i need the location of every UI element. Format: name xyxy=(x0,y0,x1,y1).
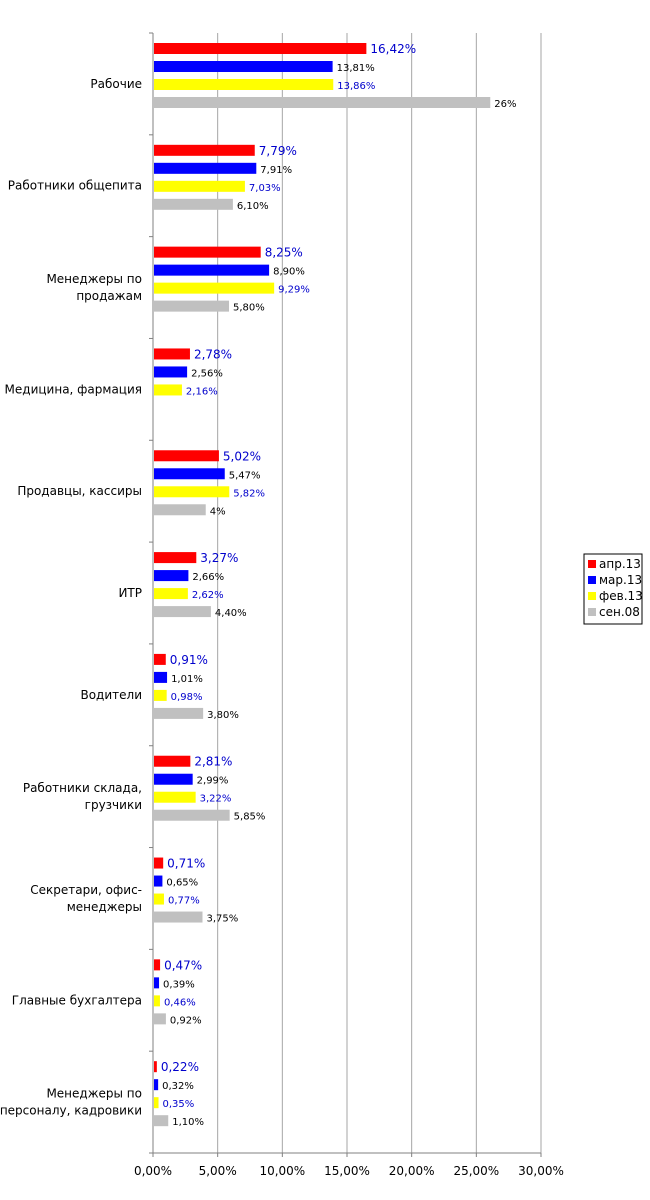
data-label: 0,91% xyxy=(169,652,208,667)
data-label: 0,92% xyxy=(169,1015,202,1027)
data-label: 7,91% xyxy=(260,164,293,176)
data-label: 8,90% xyxy=(273,266,305,278)
data-label: 3,80% xyxy=(207,709,239,721)
x-tick-labels xyxy=(134,1164,564,1178)
bar-фев.13 xyxy=(154,588,188,599)
legend-label: апр.13 xyxy=(599,557,641,571)
bar-сен.08 xyxy=(154,606,211,617)
data-label: 0,47% xyxy=(164,958,203,973)
bar-апр.13 xyxy=(154,43,366,54)
category-label: Менеджеры по xyxy=(46,272,142,287)
bar-мар.13 xyxy=(154,672,167,683)
data-label: 7,03% xyxy=(248,182,281,194)
data-label: 16,42% xyxy=(370,42,417,56)
data-label: 9,29% xyxy=(278,284,310,296)
legend-swatch xyxy=(588,592,596,600)
bar-фев.13 xyxy=(154,181,245,192)
data-label: 3,27% xyxy=(200,551,239,566)
category-label: Водители xyxy=(80,687,142,702)
bar-апр.13 xyxy=(154,1061,157,1072)
bar-апр.13 xyxy=(154,552,196,563)
category-label: Работники склада, xyxy=(22,781,142,796)
data-label: 5,82% xyxy=(233,488,266,500)
bar-сен.08 xyxy=(154,810,230,821)
data-label: 8,25% xyxy=(264,245,303,260)
category-label: Секретари, офис- xyxy=(30,882,142,897)
bar-мар.13 xyxy=(154,61,333,72)
bars xyxy=(154,43,490,1129)
data-label: 13,86% xyxy=(337,81,376,92)
bar-мар.13 xyxy=(154,570,188,581)
bar-сен.08 xyxy=(154,708,203,719)
x-tick-label: 5,00% xyxy=(198,1164,237,1178)
data-label: 0,35% xyxy=(162,1099,195,1111)
data-label: 2,81% xyxy=(194,754,233,769)
legend-label: фев.13 xyxy=(599,589,643,603)
bar-апр.13 xyxy=(154,858,163,869)
data-label: 0,46% xyxy=(163,997,196,1009)
data-label: 7,79% xyxy=(258,143,297,158)
category-label: Главные бухгалтера xyxy=(11,993,142,1008)
data-label: 5,02% xyxy=(222,449,262,464)
bar-апр.13 xyxy=(154,348,190,359)
data-label: 5,80% xyxy=(233,302,265,314)
bar-сен.08 xyxy=(154,912,203,923)
bar-фев.13 xyxy=(154,384,182,395)
bar-мар.13 xyxy=(154,876,162,887)
category-label: менеджеры xyxy=(66,899,142,914)
legend-swatch xyxy=(588,560,596,568)
data-label: 0,71% xyxy=(167,856,206,871)
category-label: Рабочие xyxy=(90,76,142,91)
x-tick-label: 25,00% xyxy=(453,1164,500,1178)
bar-мар.13 xyxy=(154,468,225,479)
data-label: 4,40% xyxy=(214,608,247,620)
bar-апр.13 xyxy=(154,654,166,665)
legend-swatch xyxy=(588,608,596,616)
bar-сен.08 xyxy=(154,1013,166,1024)
data-label: 13,81% xyxy=(336,63,375,74)
x-tick-label: 0,00% xyxy=(133,1164,173,1178)
x-tick-label: 20,00% xyxy=(388,1164,435,1178)
data-label: 1,01% xyxy=(171,673,203,685)
data-label: 2,56% xyxy=(191,368,223,380)
bar-фев.13 xyxy=(154,1097,159,1108)
bar-мар.13 xyxy=(154,265,269,276)
bar-фев.13 xyxy=(154,995,160,1006)
data-label: 0,65% xyxy=(166,877,199,889)
bar-апр.13 xyxy=(154,959,160,970)
bar-сен.08 xyxy=(154,199,233,210)
x-tick-label: 10,00% xyxy=(259,1164,306,1178)
bar-апр.13 xyxy=(154,247,261,258)
data-label: 3,22% xyxy=(199,793,232,805)
bar-апр.13 xyxy=(154,145,255,156)
data-label: 0,98% xyxy=(170,691,203,703)
x-tick-label: 30,00% xyxy=(518,1164,564,1178)
category-label: Менеджеры по xyxy=(46,1086,142,1101)
category-label: персоналу, кадровики xyxy=(0,1103,142,1118)
bar-фев.13 xyxy=(154,486,229,497)
data-label: 6,10% xyxy=(236,200,269,212)
data-label: 5,47% xyxy=(228,470,261,482)
category-labels xyxy=(0,77,142,1118)
bar-сен.08 xyxy=(154,97,490,108)
bar-мар.13 xyxy=(154,366,187,377)
category-label: Продавцы, кассиры xyxy=(17,484,142,499)
data-label: 2,62% xyxy=(191,590,224,602)
bar-сен.08 xyxy=(154,1115,168,1126)
bar-фев.13 xyxy=(154,79,333,90)
legend-label: мар.13 xyxy=(599,573,643,587)
bar-мар.13 xyxy=(154,977,159,988)
data-label: 4% xyxy=(209,506,226,518)
data-label: 2,16% xyxy=(185,386,218,398)
category-label: грузчики xyxy=(84,798,142,813)
bar-апр.13 xyxy=(154,450,219,461)
bar-сен.08 xyxy=(154,301,229,312)
data-label: 2,78% xyxy=(193,347,233,362)
category-label: Медицина, фармация xyxy=(4,382,142,397)
legend-swatch xyxy=(588,576,596,584)
data-label: 0,32% xyxy=(162,1081,194,1093)
bar-фев.13 xyxy=(154,283,274,294)
bar-апр.13 xyxy=(154,756,190,767)
bar-мар.13 xyxy=(154,774,193,785)
data-label: 3,75% xyxy=(206,913,239,925)
data-label: 1,10% xyxy=(172,1117,205,1129)
data-label: 2,99% xyxy=(196,775,229,787)
bar-фев.13 xyxy=(154,894,164,905)
category-label: ИТР xyxy=(118,586,142,600)
category-label: Работники общепита xyxy=(7,178,142,193)
bar-фев.13 xyxy=(154,792,196,803)
data-label: 5,85% xyxy=(233,811,266,823)
data-label: 2,66% xyxy=(192,572,225,584)
x-tick-label: 15,00% xyxy=(324,1164,370,1178)
data-label: 0,77% xyxy=(167,895,200,907)
legend xyxy=(584,554,643,624)
data-label: 0,22% xyxy=(160,1060,199,1075)
bar-мар.13 xyxy=(154,163,256,174)
bar-сен.08 xyxy=(154,504,206,515)
category-label: продажам xyxy=(76,289,142,304)
data-label: 0,39% xyxy=(163,979,195,991)
bar-фев.13 xyxy=(154,690,167,701)
legend-label: сен.08 xyxy=(599,605,640,619)
data-label: 26% xyxy=(494,99,517,110)
bar-мар.13 xyxy=(154,1079,158,1090)
